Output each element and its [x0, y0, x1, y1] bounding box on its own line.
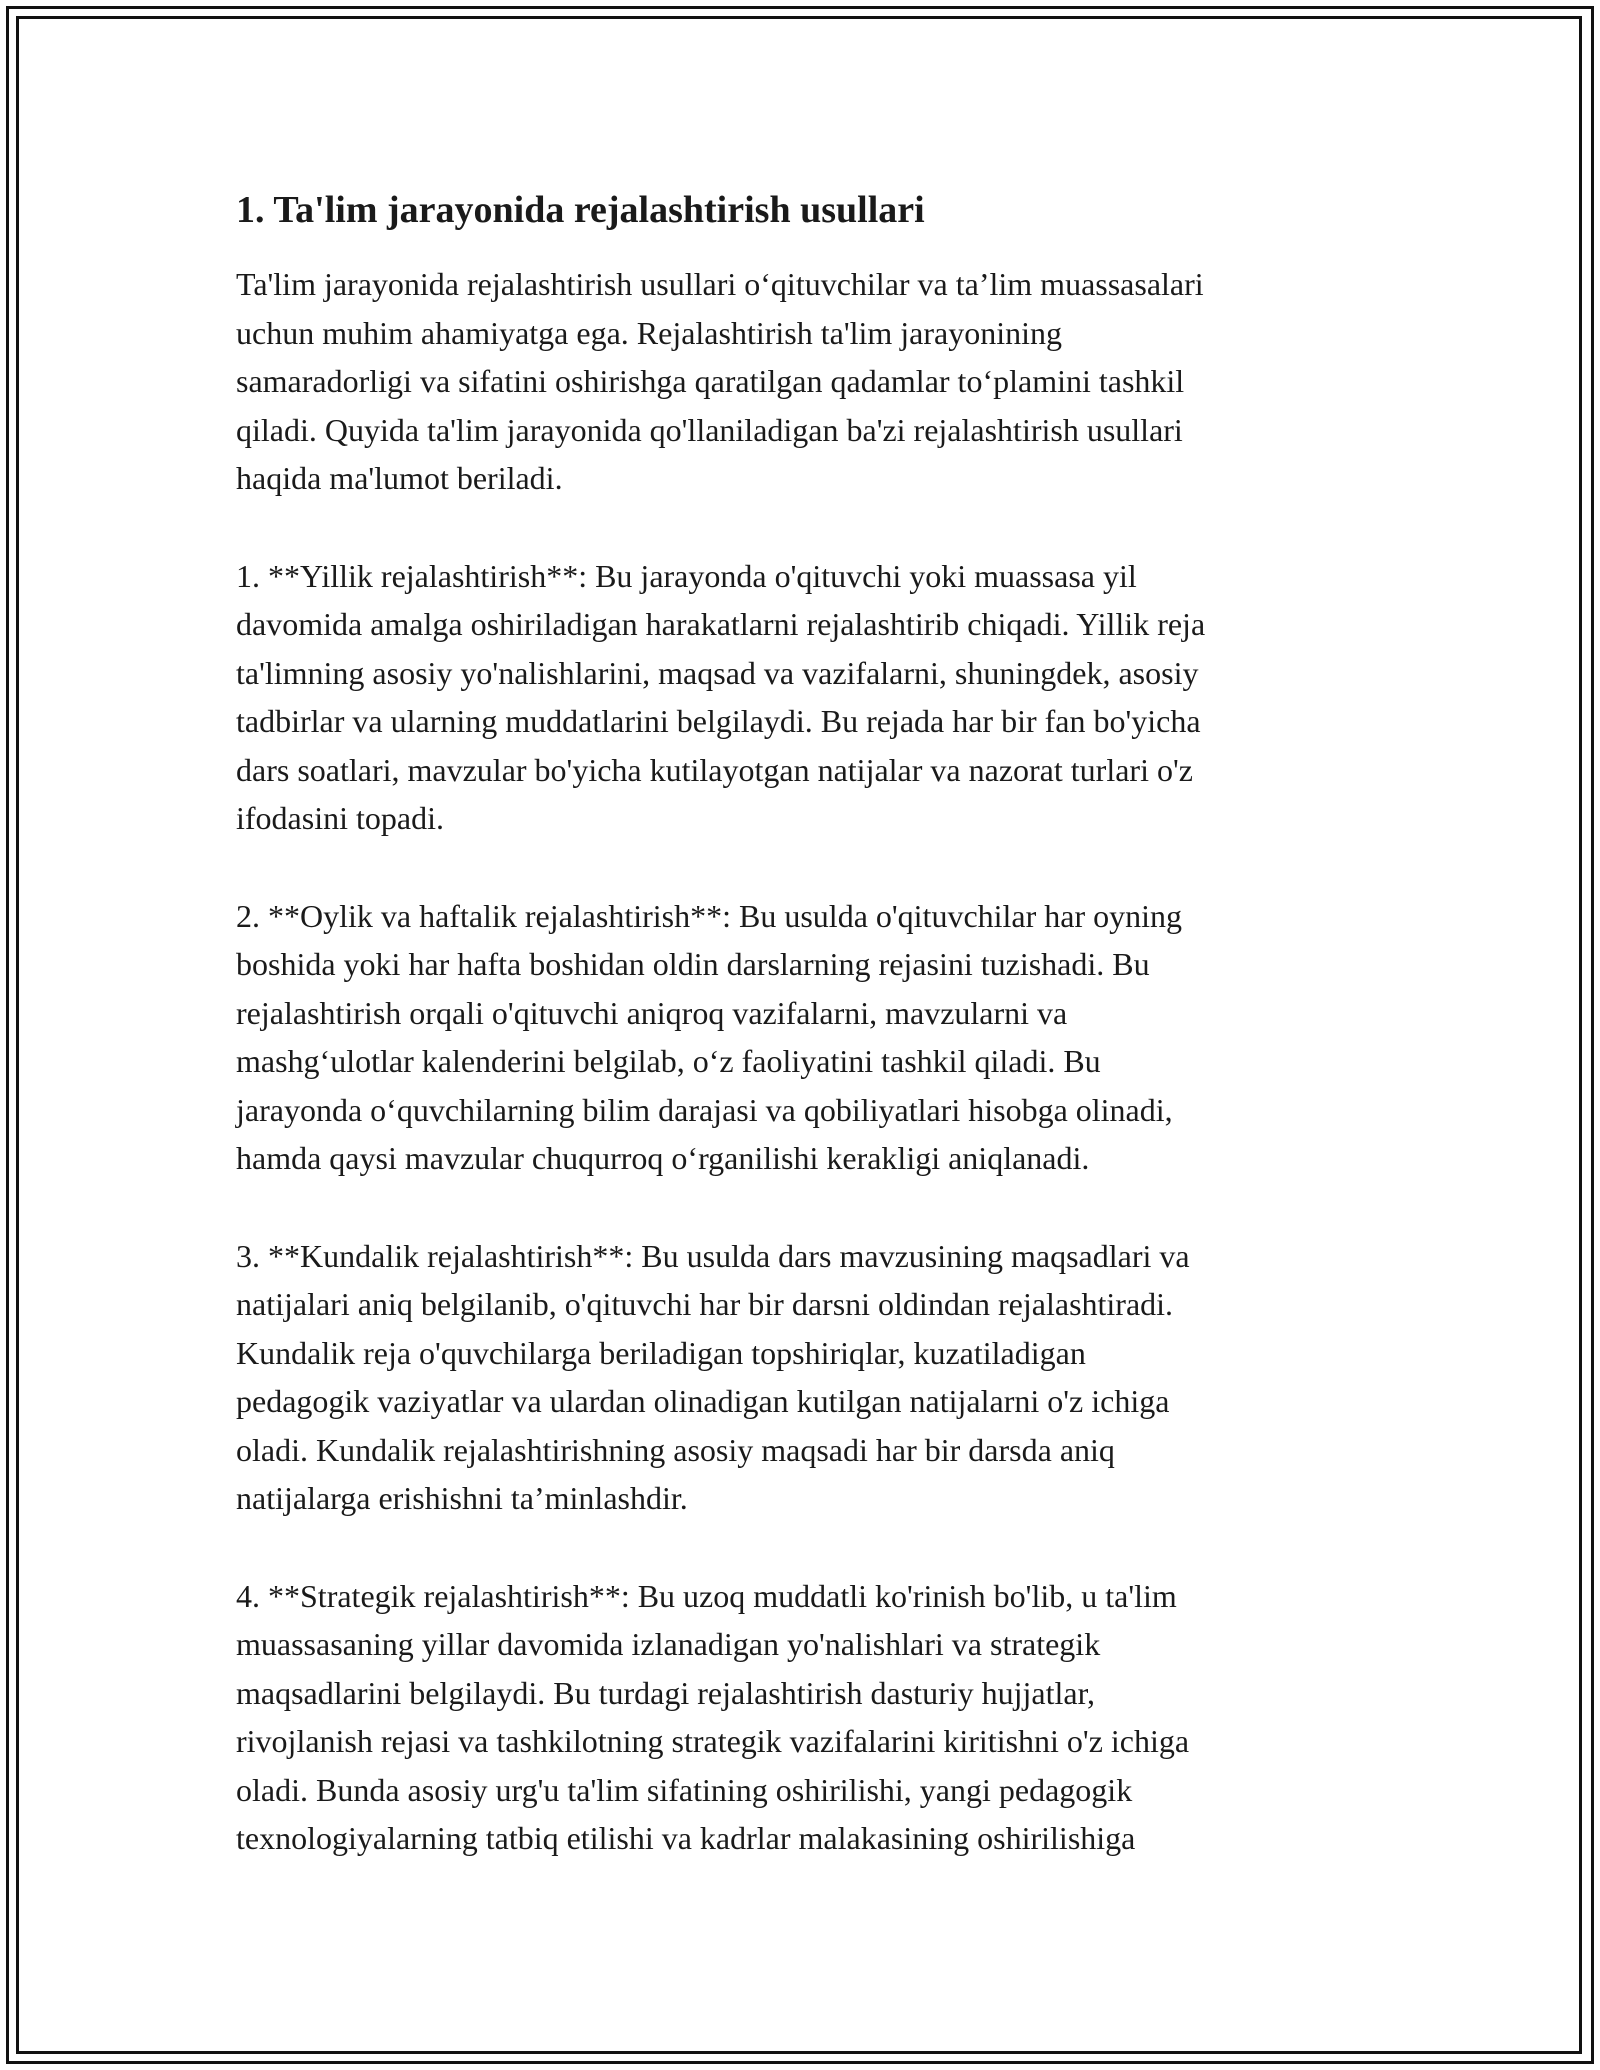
text-line: oladi. Bunda asosiy urg'u ta'lim sifatining oshirilishi, yangi pedagogik	[236, 1771, 1133, 1808]
document-body	[236, 186, 1366, 1912]
text-line: boshida yoki har hafta boshidan oldin darslarning rejasini tuzishadi. Bu	[236, 946, 1150, 982]
paragraph-oylik-haftalik	[236, 892, 1366, 1183]
text-line: Ta'lim jarayonida rejalashtirish usullari o‘qituvchilar va ta’lim muassasalari	[236, 266, 1204, 302]
text-line: qiladi. Quyida ta'lim jarayonida qo'llaniladigan ba'zi rejalashtirish usullari	[236, 411, 1183, 448]
intro-paragraph	[236, 260, 1366, 503]
text-line: samaradorligi va sifatini oshirishga qaratilgan qadamlar to‘plamini tashkil	[236, 363, 1185, 399]
text-line: maqsadlarini belgilaydi. Bu turdagi rejalashtirish dasturiy hujjatlar,	[236, 1674, 1095, 1711]
text-line: texnologiyalarning tatbiq etilishi va kadrlar malakasining oshirilishiga	[236, 1820, 1136, 1856]
text-line: 2. **Oylik va haftalik rejalashtirish**: Bu usulda o'qituvchilar har oyning	[236, 897, 1183, 934]
text-line: haqida ma'lumot beriladi.	[236, 460, 563, 496]
text-line: davomida amalga oshiriladigan harakatlarni rejalashtirib chiqadi. Yillik reja	[236, 606, 1206, 642]
document-title: 1. Ta'lim jarayonida rejalashtirish usullari	[236, 189, 925, 231]
text-line: rivojlanish rejasi va tashkilotning strategik vazifalarini kiritishni o'z ichiga	[236, 1723, 1190, 1759]
text-line: Kundalik reja o'quvchilarga beriladigan topshiriqlar, kuzatiladigan	[236, 1334, 1086, 1371]
text-line: oladi. Kundalik rejalashtirishning asosiy maqsadi har bir darsda aniq	[236, 1431, 1115, 1468]
text-line: dars soatlari, mavzular bo'yicha kutilayotgan natijalar va nazorat turlari o'z	[236, 751, 1193, 788]
text-line: natijalari aniq belgilanib, o'qituvchi har bir darsni oldindan rejalashtiradi.	[236, 1286, 1174, 1322]
text-line: mashg‘ulotlar kalenderini belgilab, o‘z faoliyatini tashkil qiladi. Bu	[236, 1043, 1101, 1079]
text-line: natijalarga erishishni ta’minlashdir.	[236, 1480, 688, 1516]
text-line: 3. **Kundalik rejalashtirish**: Bu usulda dars mavzusining maqsadlari va	[236, 1237, 1190, 1274]
text-line: ta'limning asosiy yo'nalishlarini, maqsad va vazifalarni, shuningdek, asosiy	[236, 654, 1199, 691]
text-line: 1. **Yillik rejalashtirish**: Bu jarayonda o'qituvchi yoki muassasa yil	[236, 557, 1137, 594]
text-line: uchun muhim ahamiyatga ega. Rejalashtirish ta'lim jarayonining	[236, 314, 1062, 351]
paragraph-kundalik	[236, 1232, 1366, 1523]
text-line: 4. **Strategik rejalashtirish**: Bu uzoq muddatli ko'rinish bo'lib, u ta'lim	[236, 1577, 1177, 1614]
paragraph-yillik	[236, 552, 1366, 843]
text-line: tadbirlar va ularning muddatlarini belgilaydi. Bu rejada har bir fan bo'yicha	[236, 703, 1201, 739]
text-line: hamda qaysi mavzular chuqurroq o‘rganilishi kerakligi aniqlanadi.	[236, 1140, 1090, 1176]
text-line: jarayonda o‘quvchilarning bilim darajasi va qobiliyatlari hisobga olinadi,	[236, 1091, 1173, 1128]
paragraph-strategik	[236, 1572, 1366, 1863]
text-line: ifodasini topadi.	[236, 800, 444, 836]
text-line: muassasaning yillar davomida izlanadigan yo'nalishlari va strategik	[236, 1626, 1101, 1662]
text-line: pedagogik vaziyatlar va ulardan olinadigan kutilgan natijalarni o'z ichiga	[236, 1383, 1170, 1419]
text-line: rejalashtirish orqali o'qituvchi aniqroq vazifalarni, mavzularni va	[236, 994, 1068, 1031]
